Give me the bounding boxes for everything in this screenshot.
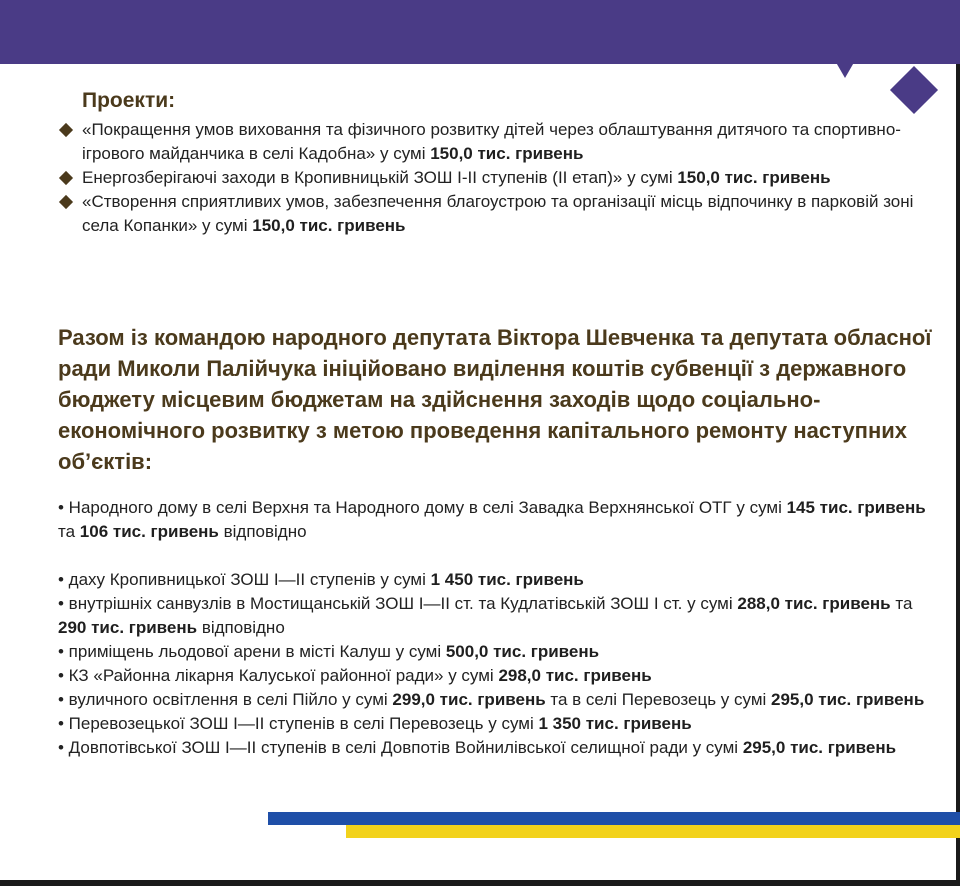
- object-amount: 500,0 тис. гривень: [445, 642, 600, 661]
- diamond-bullet-icon: [59, 195, 73, 209]
- project-amount: 150,0 тис. гривень: [430, 144, 584, 163]
- object-amount: 106 тис. гривень: [79, 522, 219, 541]
- project-amount: 150,0 тис. гривень: [252, 216, 406, 235]
- object-text: • Перевозецької ЗОШ І—ІІ ступенів в селі Перевозець у сумі: [58, 714, 539, 733]
- projects-list: [58, 118, 918, 238]
- object-amount: 145 тис. гривень: [786, 498, 926, 517]
- object-text: відповідно: [197, 618, 285, 637]
- flag-stripe-yellow: [346, 825, 960, 838]
- diamond-bullet-icon: [59, 171, 73, 185]
- header-notch: [830, 52, 860, 78]
- object-text: та: [890, 594, 913, 613]
- object-amount: 295,0 тис. гривень: [742, 738, 897, 757]
- object-text: та: [58, 522, 80, 541]
- object-text: • вуличного освітлення в селі Пійло у сумі: [58, 690, 393, 709]
- object-amount: 298,0 тис. гривень: [498, 666, 652, 685]
- object-item: [58, 688, 938, 712]
- project-item: [58, 166, 918, 190]
- project-item: [58, 190, 918, 238]
- object-item: [58, 496, 938, 544]
- object-amount: 1 450 тис. гривень: [430, 570, 584, 589]
- object-item: [58, 736, 938, 760]
- object-amount: 288,0 тис. гривень: [737, 594, 891, 613]
- project-text: Енергозберігаючі заходи в Кропивницькій ЗОШ І-ІІ ступенів (ІІ етап)» у сумі: [82, 168, 678, 187]
- object-text: • Довпотівської ЗОШ І—ІІ ступенів в селі Довпотів Войнилівської селищної ради у сумі: [58, 738, 743, 757]
- object-amount: 299,0 тис. гривень: [392, 690, 546, 709]
- object-text: • даху Кропивницької ЗОШ І—ІІ ступенів у сумі: [58, 570, 431, 589]
- project-item: [58, 118, 918, 166]
- project-amount: 150,0 тис. гривень: [677, 168, 831, 187]
- object-text: • приміщень льодової арени в місті Калуш у сумі: [58, 642, 446, 661]
- object-text: відповідно: [218, 522, 307, 541]
- headline: Разом із командою народного депутата Віктора Шевченка та депутата обласної ради Миколи Палійчука ініційовано виділення коштів субвенції з державного бюджету місцевим бюджетам на здійснення заходів щодо соціально-економічного розвитку з метою проведення капітального ремонту наступних об’єктів:: [58, 325, 932, 474]
- object-text: • Народного дому в селі Верхня та Народного дому в селі Завадка Верхнянської ОТГ у сумі: [58, 498, 787, 517]
- projects-title: Проекти:: [82, 89, 176, 112]
- object-text: та в селі Перевозець у сумі: [545, 690, 772, 709]
- project-text: «Покращення умов виховання та фізичного розвитку дітей через облаштування дитячого та спортивно-ігрового майданчика в селі Кадобна» у сумі: [82, 120, 901, 163]
- object-text: • КЗ «Районна лікарня Калуської районної ради» у сумі: [58, 666, 499, 685]
- object-amount: 1 350 тис. гривень: [538, 714, 692, 733]
- object-item: [58, 592, 938, 640]
- header-band: [0, 0, 960, 64]
- object-text: • внутрішніх санвузлів в Мостищанській ЗОШ І—ІІ ст. та Кудлатівській ЗОШ І ст. у сумі: [58, 594, 738, 613]
- flag-stripe-blue: [268, 812, 960, 825]
- object-item: [58, 712, 938, 736]
- object-item: [58, 640, 938, 664]
- object-item: [58, 568, 938, 592]
- object-amount: 295,0 тис. гривень: [771, 690, 925, 709]
- objects-list: [58, 496, 938, 760]
- diamond-bullet-icon: [59, 123, 73, 137]
- object-amount: 290 тис. гривень: [58, 618, 198, 637]
- object-item: [58, 664, 938, 688]
- project-text: «Створення сприятливих умов, забезпечення благоустрою та організації місць відпочинку в парковій зоні села Копанки» у сумі: [82, 192, 914, 235]
